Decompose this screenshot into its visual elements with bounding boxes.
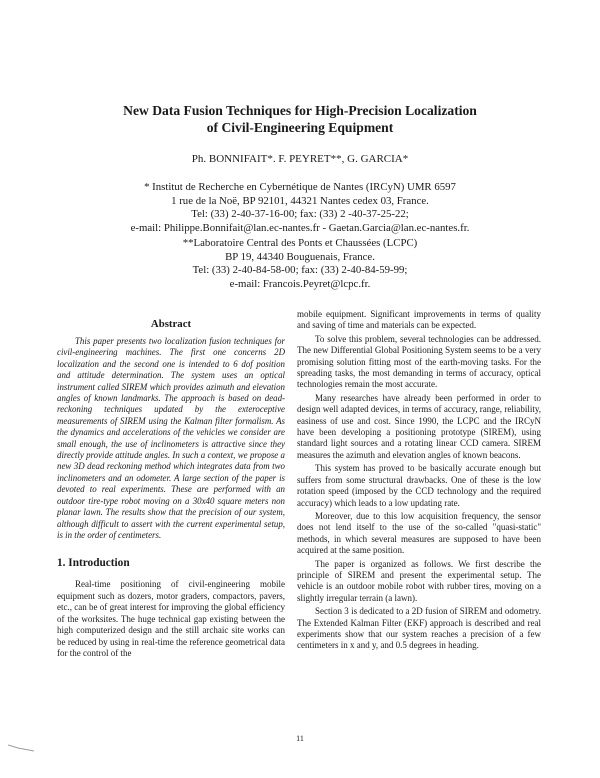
- affiliation-ircyn: [60, 181, 540, 235]
- affiliation-line: e-mail: Philippe.Bonnifait@lan.ec-nantes.fr - Gaetan.Garcia@lan.ec-nantes.fr.: [130, 221, 470, 234]
- affiliation-line: 1 rue de la Noë, BP 92101, 44321 Nantes cedex 03, France.: [171, 194, 429, 207]
- paragraph: This system has proved to be basically accurate enough but suffers from some structural drawbacks. One of these is the low rotation speed (imposed by the CCD technology and the required accuracy) which leads to a low updating rate.: [297, 463, 541, 508]
- title-line-1: New Data Fusion Techniques for High-Precision Localization: [123, 103, 477, 118]
- paragraph: To solve this problem, several technologies can be addressed. The new Differential Global Positioning System seems to be a very promising solution fitting most of the earth-moving tasks. For the spreading tasks, the most demanding in terms of accuracy, optical technologies remain the most accurate.: [297, 333, 541, 390]
- paragraph: mobile equipment. Significant improvements in terms of quality and saving of time and materials can be expected.: [297, 309, 541, 331]
- introduction-paragraph: Real-time positioning of civil-engineering mobile equipment such as dozers, motor graders, compactors, pavers, etc., can be of great interest for improving the global efficiency of the worksites. The huge technical gap existing between the high computerized design and the still archaic site works can be reduced by using in real-time the reference geometrical data for the control of the: [57, 579, 285, 658]
- affiliation-line: * Institut de Recherche en Cybernétique de Nantes (IRCyN) UMR 6597: [144, 181, 456, 193]
- affiliation-line: BP 19, 44340 Bouguenais, France.: [225, 250, 375, 263]
- page-number: 11: [296, 734, 304, 743]
- abstract-text: This paper presents two localization fusion techniques for civil-engineering machines. The first one concerns 2D localization and the second one is intended to 6 dof position and attitude determination. The system uses an optical instrument called SIREM which provides azimuth and elevation angles of known landmarks. The approach is based on dead-reckoning techniques updated by the exteroceptive measurements of SIREM using the Kalman filter formalism. As the dynamics and accelerations of the vehicles we consider are small enough, the use of inclinometers is attractive since they directly provide attitude angles. In such a context, we propose a new 3D dead reckoning method which integrates data from two inclinometers and an odometer. A large section of the paper is devoted to real experiments. These are performed with an outdoor tire-type robot moving on a 30x40 square meters non planar lawn. The results show that the precision of our system, although difficult to assert with the current experimental setup, is in the order of centimeters.: [57, 336, 285, 540]
- affiliation-line: Tel: (33) 2-40-84-58-00; fax: (33) 2-40-84-59-99;: [192, 264, 408, 277]
- affiliation-line: Tel: (33) 2-40-37-16-00; fax: (33) 2 -40-37-25-22;: [191, 208, 409, 221]
- affiliation-lcpc: [60, 237, 540, 291]
- paragraph: Moreover, due to this low acquisition frequency, the sensor does not lend itself to the use of the so-called "quasi-static" methods, in which several measures are supposed to have been acquired at the same position.: [297, 510, 541, 556]
- affiliation-line: e-mail: Francois.Peyret@lcpc.fr.: [229, 277, 371, 290]
- paragraph: Section 3 is dedicated to a 2D fusion of SIREM and odometry. The Extended Kalman Filter (EKF) approach is described and real experiments show that our system reaches a precision of a few centimeters in x and y, and 0.5 degrees in heading.: [297, 606, 541, 651]
- affiliation-line: **Laboratoire Central des Ponts et Chaussées (LCPC): [182, 237, 418, 249]
- paper-title: [60, 102, 540, 136]
- author-list: Ph. BONNIFAIT*. F. PEYRET**, G. GARCIA*: [191, 153, 409, 165]
- abstract-heading: Abstract: [150, 318, 192, 330]
- scan-artifact: [8, 744, 34, 752]
- paragraph: Many researches have already been performed in order to design well adapted devices, in terms of accuracy, range, reliability, easiness of use and cost. Since 1990, the LCPC and the IRCyN have been developing a positioning prototype (SIREM), using standard light sources and a rotating linear CCD camera. SIREM measures the azimuth and elevation angles of known beacons.: [297, 392, 541, 460]
- right-column: [297, 309, 541, 654]
- paragraph: The paper is organized as follows. We first describe the principle of SIREM and present the experimental setup. The vehicle is an outdoor mobile robot with rubber tires, moving on a slightly irregular terrain (a lawn).: [297, 558, 541, 603]
- section-heading-introduction: 1. Introduction: [57, 557, 130, 569]
- title-line-2: of Civil-Engineering Equipment: [206, 120, 394, 135]
